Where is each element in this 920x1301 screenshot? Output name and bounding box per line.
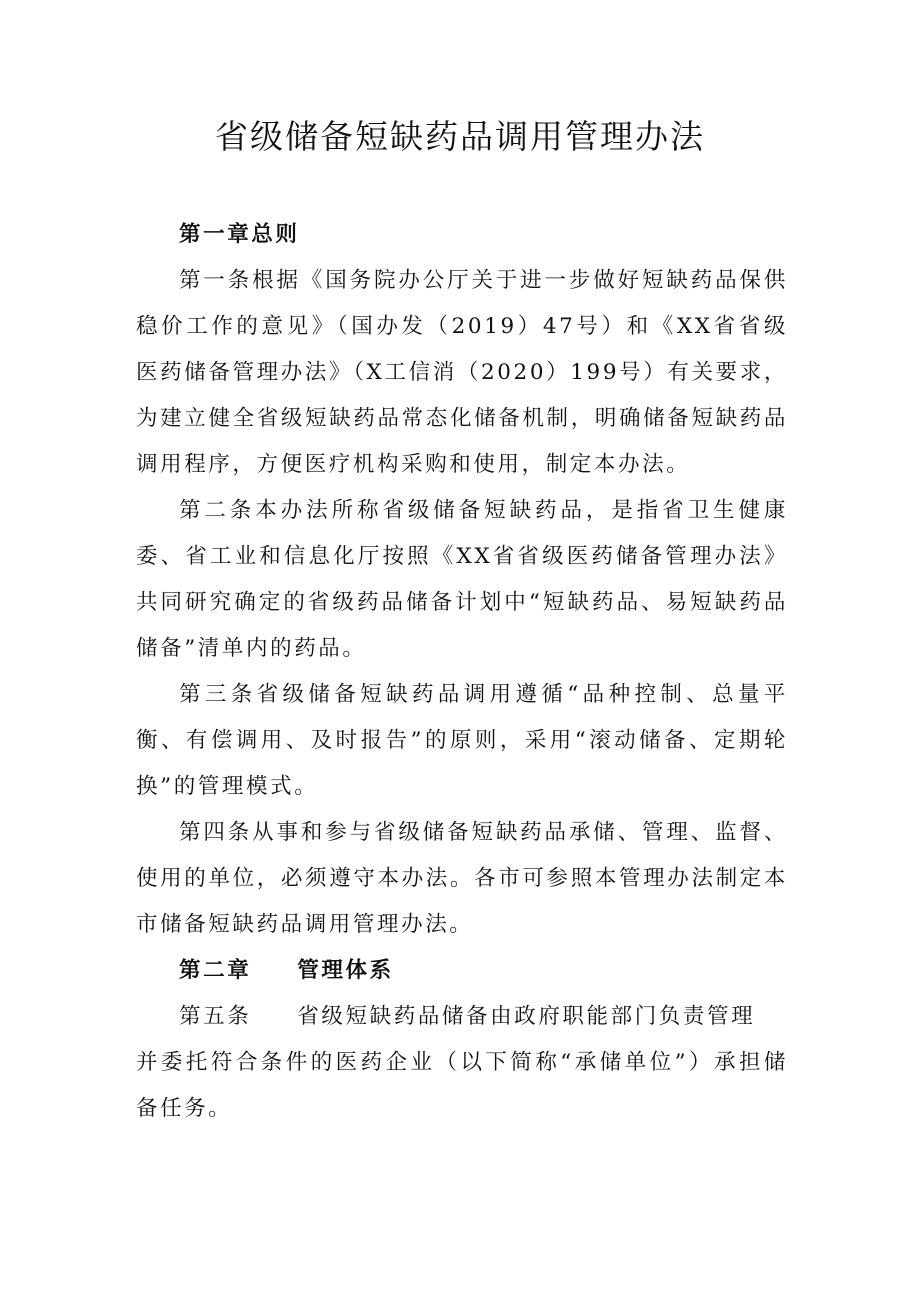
document-title: 省级储备短缺药品调用管理办法 (215, 117, 705, 156)
chapter-1-heading: 第一章总则 (179, 222, 300, 247)
chapter-2-label: 第二章 (179, 958, 252, 983)
article-5-text: 省级短缺药品储备由政府职能部门负责管理 (297, 1004, 756, 1029)
article-5-continued: 并委托符合条件的医药企业（以下简称“承储单位”）承担储备任务。 (136, 1050, 788, 1121)
chapter-2-heading (136, 948, 788, 994)
article-5-label: 第五条 (179, 1004, 252, 1029)
article-1: 第一条根据《国务院办公厅关于进一步做好短缺药品保供稳价工作的意见》（国办发（2019）47号）和《XX省省级医药储备管理办法》（X工信消（2020）199号）有关要求，为建立健全省级短缺药品常态化储备机制，明确储备短缺药品调用程序，方便医疗机构采购和使用，制定本办法。 (136, 268, 788, 477)
chapter-2-name: 管理体系 (297, 958, 394, 983)
document-body (136, 212, 788, 1132)
article-5 (136, 994, 788, 1040)
article-4: 第四条从事和参与省级储备短缺药品承储、管理、监督、使用的单位，必须遵守本办法。各市可参照本管理办法制定本市储备短缺药品调用管理办法。 (136, 820, 788, 937)
article-2: 第二条本办法所称省级储备短缺药品，是指省卫生健康委、省工业和信息化厅按照《XX省省级医药储备管理办法》共同研究确定的省级药品储备计划中“短缺药品、易短缺药品储备”清单内的药品。 (136, 498, 788, 661)
article-3: 第三条省级储备短缺药品调用遵循“品种控制、总量平衡、有偿调用、及时报告”的原则，采用“滚动储备、定期轮换”的管理模式。 (136, 682, 788, 799)
